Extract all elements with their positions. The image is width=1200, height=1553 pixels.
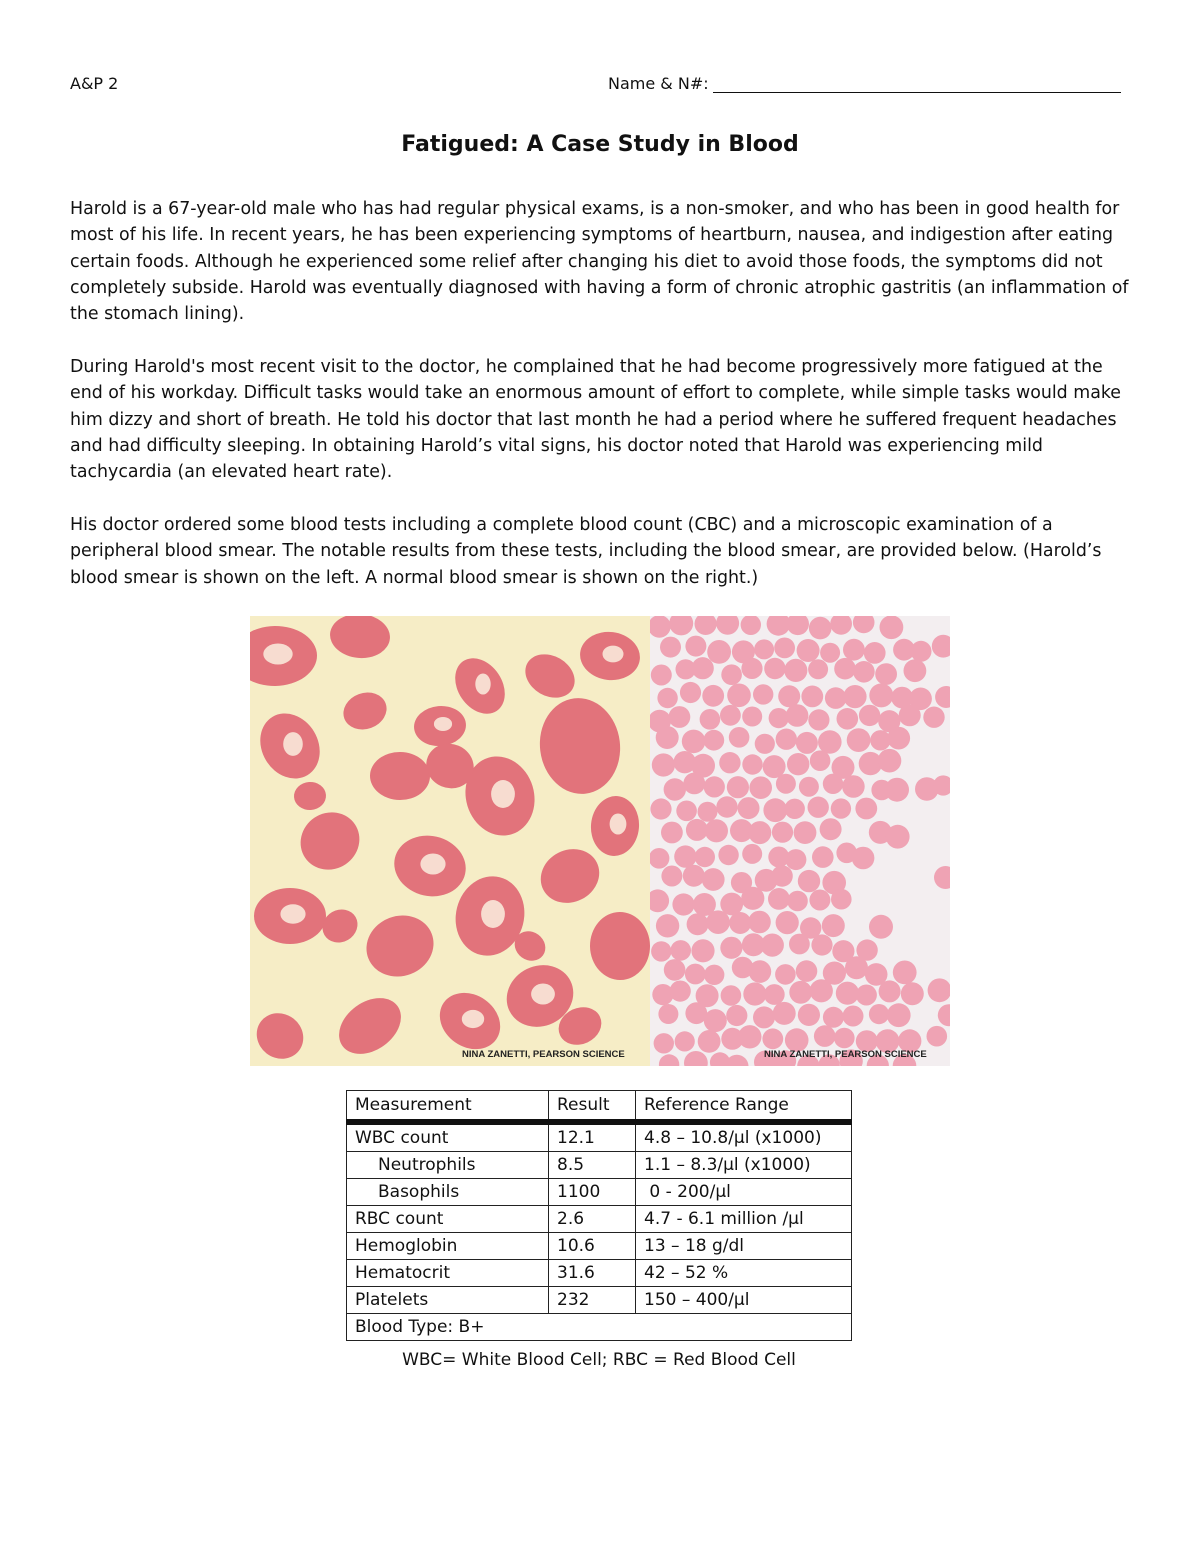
normal-red-blood-cell <box>852 847 875 870</box>
normal-red-blood-cell <box>869 915 893 939</box>
table-row <box>347 1206 852 1233</box>
normal-red-blood-cell <box>855 798 877 820</box>
normal-red-blood-cell <box>843 639 865 661</box>
normal-red-blood-cell <box>705 819 728 842</box>
normal-red-blood-cell <box>670 940 691 961</box>
normal-red-blood-cell <box>823 774 843 794</box>
normal-red-blood-cell <box>809 617 832 640</box>
measurement-cell: Hematocrit <box>347 1260 549 1287</box>
normal-red-blood-cell <box>808 709 829 730</box>
normal-red-blood-cell <box>719 752 740 773</box>
normal-red-blood-cell <box>822 914 845 937</box>
normal-red-blood-cell <box>649 848 670 869</box>
normal-red-blood-cell <box>785 799 805 819</box>
normal-red-blood-cell <box>837 708 859 730</box>
normal-red-blood-cell <box>682 730 706 754</box>
lab-results-table <box>346 1090 852 1341</box>
cell-pallor <box>610 814 627 835</box>
normal-red-blood-cell <box>927 1026 948 1047</box>
normal-red-blood-cell <box>797 639 820 662</box>
normal-red-blood-cell <box>796 732 818 754</box>
normal-red-blood-cell <box>729 912 751 934</box>
normal-red-blood-cell <box>789 934 810 955</box>
normal-red-blood-cell <box>661 866 682 887</box>
normal-red-blood-cell <box>656 726 679 749</box>
normal-red-blood-cell <box>774 638 795 659</box>
table-row <box>347 1260 852 1287</box>
normal-red-blood-cell <box>742 707 762 727</box>
normal-red-blood-cell <box>698 802 718 822</box>
normal-red-blood-cell <box>651 941 671 961</box>
normal-red-blood-cell <box>901 982 924 1005</box>
normal-red-blood-cell <box>670 981 691 1002</box>
table-row <box>347 1287 852 1314</box>
normal-red-blood-cell <box>669 706 691 728</box>
name-blank-line <box>713 74 1121 93</box>
normal-red-blood-cell <box>685 964 706 985</box>
range-cell: 1.1 – 8.3/µl (x1000) <box>636 1152 852 1179</box>
normal-red-blood-cell <box>776 774 796 794</box>
normal-red-blood-cell <box>743 982 766 1005</box>
normal-red-blood-cell <box>716 796 737 817</box>
normal-red-blood-cell <box>808 797 829 818</box>
normal-red-blood-cell <box>702 685 724 707</box>
normal-red-blood-cell <box>880 616 904 639</box>
normal-red-blood-cell <box>754 639 774 659</box>
normal-red-blood-cell <box>687 913 709 935</box>
cell-pallor <box>280 904 305 924</box>
blood-smear-images <box>250 616 950 1066</box>
normal-red-blood-cell <box>823 1007 844 1028</box>
normal-red-blood-cell <box>843 1006 864 1027</box>
normal-red-blood-cell <box>820 643 840 663</box>
normal-red-blood-cell <box>704 965 724 985</box>
normal-red-blood-cell <box>703 730 724 751</box>
normal-red-blood-cell <box>814 1025 836 1047</box>
left-image-credit: NINA ZANETTI, PEARSON SCIENCE <box>462 1049 625 1060</box>
blood-type-cell: Blood Type: B+ <box>347 1314 852 1341</box>
normal-red-blood-cell <box>764 658 785 679</box>
normal-red-blood-cell <box>707 640 731 664</box>
normal-red-blood-cell <box>785 849 806 870</box>
range-cell: 150 – 400/µl <box>636 1287 852 1314</box>
normal-red-blood-cell <box>776 911 799 934</box>
normal-red-blood-cell <box>676 801 697 822</box>
cell-pallor <box>603 646 624 663</box>
cell-pallor <box>462 1010 484 1028</box>
measurement-cell: WBC count <box>347 1122 549 1152</box>
measurement-cell: Neutrophils <box>347 1152 549 1179</box>
normal-red-blood-cell <box>812 846 834 868</box>
measurement-cell: Platelets <box>347 1287 549 1314</box>
normal-red-blood-cell <box>691 939 714 962</box>
cell-pallor <box>475 674 490 695</box>
result-cell: 2.6 <box>549 1206 636 1233</box>
result-cell: 1100 <box>549 1179 636 1206</box>
course-label: A&P 2 <box>70 74 119 93</box>
paragraph-tests: His doctor ordered some blood tests including a complete blood count (CBC) and a microscopic examination of a peripheral blood smear. The notable results from these tests, including the blood smear, are provided below. (Harold’s blood smear is shown on the left. A normal blood smear is shown on the right.) <box>70 515 1102 588</box>
normal-red-blood-cell <box>683 865 705 887</box>
right-image-credit: NINA ZANETTI, PEARSON SCIENCE <box>764 1049 927 1060</box>
normal-red-blood-cell <box>853 661 875 683</box>
name-field <box>608 74 1121 93</box>
header-measurement: Measurement <box>347 1091 549 1123</box>
table-row <box>347 1179 852 1206</box>
normal-red-blood-cell <box>825 687 847 709</box>
normal-red-blood-cell <box>698 1030 721 1053</box>
normal-red-blood-cell <box>686 819 708 841</box>
normal-red-blood-cell <box>798 870 820 892</box>
normal-red-blood-cell <box>675 1031 695 1051</box>
normal-red-blood-cell <box>899 704 921 726</box>
normal-red-blood-cell <box>764 984 785 1005</box>
normal-red-blood-cell <box>727 684 751 708</box>
normal-red-blood-cell <box>818 730 842 754</box>
paragraph-symptoms: During Harold's most recent visit to the doctor, he complained that he had become progressively more fatigued at the end of his workday. Difficult tasks would take an enormous amount of effort to complete, while simple tasks would make him dizzy and short of breath. He told his doctor that last month he had a period where he suffered frequent headaches and had difficulty sleeping. In obtaining Harold’s vital signs, his doctor noted that Harold was experiencing mild tachycardia (an elevated heart rate). <box>70 357 1122 483</box>
normal-red-blood-cell <box>700 709 721 730</box>
result-cell: 8.5 <box>549 1152 636 1179</box>
normal-red-blood-cell <box>787 753 809 775</box>
range-cell: 42 – 52 % <box>636 1260 852 1287</box>
normal-red-blood-cell <box>651 665 672 686</box>
normal-red-blood-cell <box>847 728 871 752</box>
normal-red-blood-cell <box>683 773 705 795</box>
normal-red-blood-cell <box>775 964 796 985</box>
result-cell: 10.6 <box>549 1233 636 1260</box>
normal-red-blood-cell <box>657 688 677 708</box>
header-reference-range: Reference Range <box>636 1091 852 1123</box>
normal-red-blood-cell <box>726 1005 747 1026</box>
normal-red-blood-cell <box>831 798 851 818</box>
table-caption: WBC= White Blood Cell; RBC = Red Blood Cell <box>402 1350 796 1370</box>
normal-red-blood-cell <box>776 729 797 750</box>
measurement-cell: RBC count <box>347 1206 549 1233</box>
normal-red-blood-cell <box>784 659 807 682</box>
normal-red-blood-cell <box>859 705 880 726</box>
paragraph-history: Harold is a 67-year-old male who has had regular physical exams, is a non-smoker, and who has been in good health for most of his life. In recent years, he has been experiencing symptoms of heartburn, nausea, and indigestion after eating certain foods. Although he experienced some relief after changing his diet to avoid those foods, the symptoms did not completely subside. Harold was eventually diagnosed with having a form of chronic atrophic gastritis (an inflammation of the stomach lining). <box>70 199 1129 325</box>
normal-red-blood-cell <box>773 1002 796 1025</box>
normal-red-blood-cell <box>674 845 696 867</box>
page-title: Fatigued: A Case Study in Blood <box>401 132 799 157</box>
normal-red-blood-cell <box>672 893 694 915</box>
normal-red-blood-cell <box>718 845 738 865</box>
header-result: Result <box>549 1091 636 1123</box>
normal-red-blood-cell <box>720 937 742 959</box>
normal-red-blood-cell <box>834 1028 855 1049</box>
normal-red-blood-cell <box>831 889 852 910</box>
normal-red-blood-cell <box>811 934 832 955</box>
normal-red-blood-cell <box>810 979 833 1002</box>
normal-red-blood-cell <box>762 1028 783 1049</box>
normal-red-blood-cell <box>727 776 749 798</box>
table-row <box>347 1152 852 1179</box>
normal-red-blood-cell <box>904 659 927 682</box>
normal-red-blood-cell <box>768 888 790 910</box>
name-label: Name & N#: <box>608 74 709 93</box>
table-row <box>347 1233 852 1260</box>
normal-red-blood-cell <box>753 684 773 704</box>
normal-red-blood-cell <box>741 658 762 679</box>
normal-red-blood-cell <box>772 822 793 843</box>
normal-red-blood-cell <box>704 1009 727 1032</box>
normal-red-blood-cell <box>893 961 917 985</box>
normal-red-blood-cell <box>738 1025 761 1048</box>
normal-red-blood-cell <box>864 642 886 664</box>
normal-red-blood-cell <box>664 778 686 800</box>
normal-red-blood-cell <box>875 663 897 685</box>
normal-red-blood-cell <box>845 956 868 979</box>
measurement-cell: Hemoglobin <box>347 1233 549 1260</box>
cell-pallor <box>263 644 292 665</box>
table-header-row <box>347 1091 852 1123</box>
normal-red-blood-cell <box>702 868 725 891</box>
range-cell: 13 – 18 g/dl <box>636 1233 852 1260</box>
normal-red-blood-cell <box>704 776 725 797</box>
normal-red-blood-cell <box>695 847 715 867</box>
normal-red-blood-cell <box>680 682 701 703</box>
normal-red-blood-cell <box>786 704 809 727</box>
normal-red-blood-cell <box>763 798 787 822</box>
normal-red-blood-cell <box>842 775 865 798</box>
range-cell: 0 - 200/µl <box>636 1179 852 1206</box>
normal-red-blood-cell <box>685 636 706 657</box>
normal-red-blood-cell <box>911 641 932 662</box>
normal-red-blood-cell <box>820 818 842 840</box>
normal-red-blood-cell <box>856 985 877 1006</box>
normal-red-blood-cell <box>748 821 771 844</box>
normal-red-blood-cell <box>761 934 784 957</box>
normal-red-blood-cell <box>692 657 714 679</box>
normal-red-blood-cell <box>741 887 764 910</box>
normal-red-blood-cell <box>742 754 762 774</box>
normal-red-blood-cell <box>749 776 772 799</box>
normal-red-blood-cell <box>721 664 742 685</box>
normal-red-blood-cell <box>652 753 675 776</box>
normal-red-blood-cell <box>887 1003 911 1027</box>
normal-red-blood-cell <box>799 777 819 797</box>
normal-red-blood-cell <box>706 910 730 934</box>
normal-red-blood-cell <box>664 959 686 981</box>
normal-red-blood-cell <box>869 683 893 707</box>
range-cell: 4.7 - 6.1 million /µl <box>636 1206 852 1233</box>
normal-red-blood-cell <box>801 686 823 708</box>
cell-pallor <box>531 984 555 1005</box>
normal-red-blood-cell <box>654 1033 674 1053</box>
cell-pallor <box>420 854 445 875</box>
normal-red-blood-cell <box>661 822 683 844</box>
cell-pallor <box>283 732 303 756</box>
normal-red-blood-cell <box>834 658 856 680</box>
normal-red-blood-cell <box>755 734 775 754</box>
blood-smear-figure <box>250 616 950 1066</box>
normal-red-blood-cell <box>721 985 742 1006</box>
normal-red-blood-cell <box>789 981 812 1004</box>
range-cell: 4.8 – 10.8/µl (x1000) <box>636 1122 852 1152</box>
normal-red-blood-cell <box>742 844 762 864</box>
normal-red-blood-cell <box>660 637 681 658</box>
normal-red-blood-cell <box>778 685 800 707</box>
normal-red-blood-cell <box>798 1004 820 1026</box>
measurement-cell: Basophils <box>347 1179 549 1206</box>
normal-red-blood-cell <box>836 982 859 1005</box>
normal-red-blood-cell <box>794 821 817 844</box>
table-row <box>347 1122 852 1152</box>
normal-red-blood-cell <box>808 659 828 679</box>
normal-red-blood-cell <box>869 1004 889 1024</box>
normal-red-blood-cell <box>787 891 808 912</box>
cell-pallor <box>434 717 452 731</box>
normal-red-blood-cell <box>887 727 910 750</box>
cell-pallor <box>491 780 515 808</box>
normal-red-blood-cell <box>878 749 902 773</box>
normal-red-blood-cell <box>648 616 671 638</box>
normal-red-blood-cell <box>650 798 671 819</box>
normal-red-blood-cell <box>769 708 789 728</box>
normal-red-blood-cell <box>923 707 944 728</box>
normal-red-blood-cell <box>843 685 866 708</box>
normal-red-blood-cell <box>748 911 771 934</box>
normal-red-blood-cell <box>738 797 760 819</box>
normal-red-blood-cell <box>656 914 679 937</box>
normal-red-blood-cell <box>796 960 818 982</box>
normal-red-blood-cell <box>753 1006 775 1028</box>
normal-red-blood-cell <box>885 778 909 802</box>
normal-red-blood-cell <box>810 750 831 771</box>
normal-red-blood-cell <box>886 825 910 849</box>
normal-red-blood-cell <box>771 865 792 886</box>
result-cell: 31.6 <box>549 1260 636 1287</box>
table-footer-row <box>347 1314 852 1341</box>
result-cell: 12.1 <box>549 1122 636 1152</box>
normal-red-blood-cell <box>879 980 901 1002</box>
normal-red-blood-cell <box>658 1004 678 1024</box>
cell-pallor <box>481 900 505 928</box>
normal-red-blood-cell <box>729 727 750 748</box>
normal-red-blood-cell <box>749 960 772 983</box>
normal-red-blood-cell <box>809 890 830 911</box>
normal-red-blood-cell <box>720 705 741 726</box>
result-cell: 232 <box>549 1287 636 1314</box>
